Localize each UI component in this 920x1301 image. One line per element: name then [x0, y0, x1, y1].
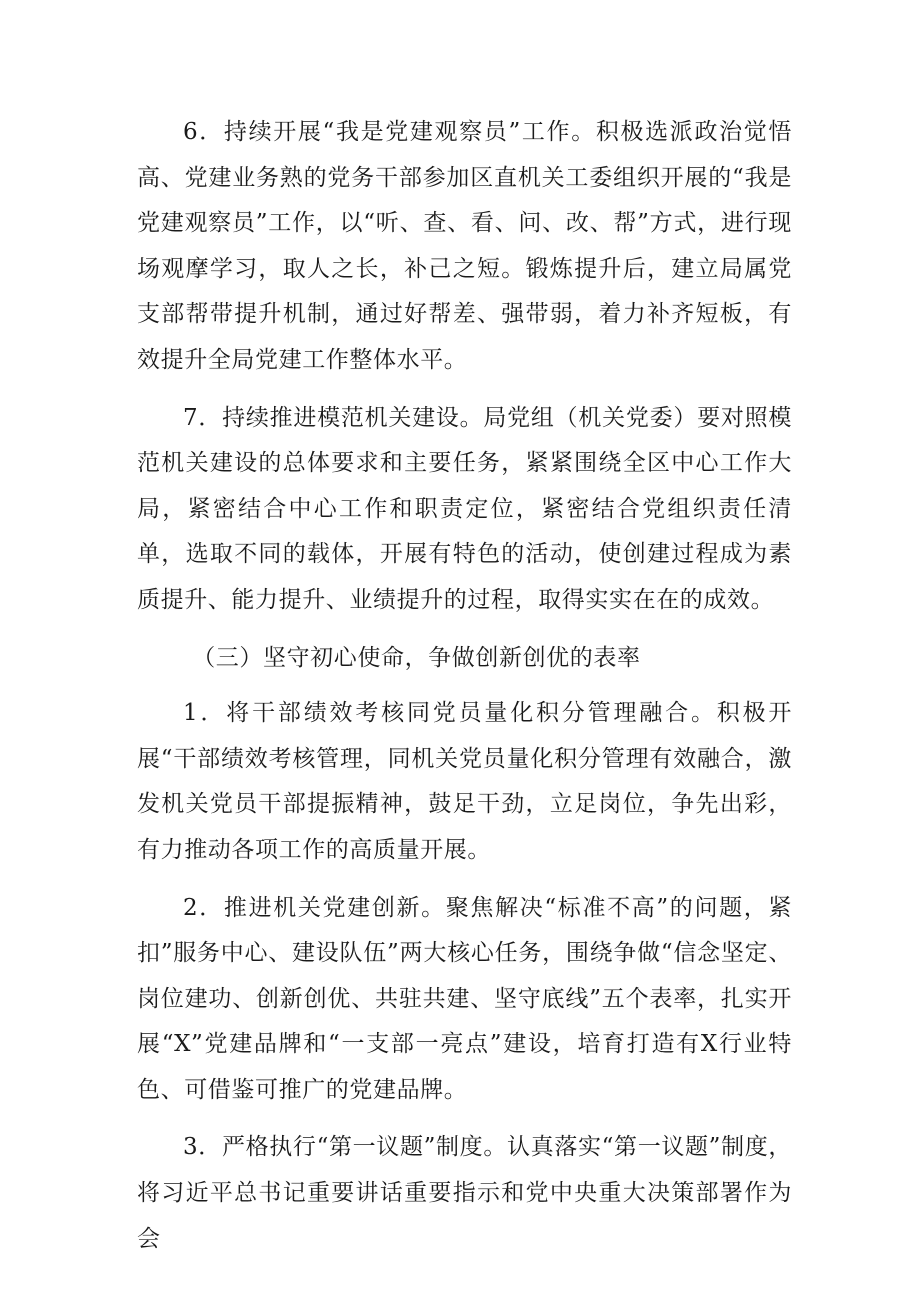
paragraph-item-7: 7．持续推进模范机关建设。局党组（机关党委）要对照模范机关建设的总体要求和主要任务，紧紧围绕全区中心工作大局，紧密结合中心工作和职责定位，紧密结合党组织责任清单，选取不同的载体，开展有特色的活动，使创建过程成为素质提升、能力提升、业绩提升的过程，取得实实在在的成效。 — [137, 404, 792, 613]
paragraph-item-1: 1．将干部绩效考核同党员量化积分管理融合。积极开展“干部绩效考核管理，同机关党员量化积分管理有效融合，激发机关党员干部提振精神，鼓足干劲，立足岗位，争先出彩，有力推动各项工作的高质量开展。 — [137, 700, 792, 863]
document-body — [137, 110, 792, 1262]
paragraph-item-2: 2．推进机关党建创新。聚焦解决“标准不高”的问题，紧扣”服务中心、建设队伍”两大核心任务，围绕争做“信念坚定、岗位建功、创新创优、共驻共建、坚守底线”五个表率，扎实开展“X”党建品牌和“一支部一亮点”建设，培育打造有X行业特色、可借鉴可推广的党建品牌。 — [137, 894, 792, 1103]
paragraph-item-3: 3．严格执行“第一议题”制度。认真落实“第一议题”制度，将习近平总书记重要讲话重要指示和党中央重大决策部署作为会 — [137, 1134, 792, 1252]
paragraph-item-6: 6．持续开展“我是党建观察员”工作。积极选派政治觉悟高、党建业务熟的党务干部参加区直机关工委组织开展的“我是党建观察员”工作，以“听、查、看、问、改、帮”方式，进行现场观摩学习，取人之长，补己之短。锻炼提升后，建立局属党支部帮带提升机制，通过好帮差、强带弱，着力补齐短板，有效提升全局党建工作整体水平。 — [137, 119, 792, 373]
section-heading-3: （三）坚守初心使命，争做创新创优的表率 — [192, 644, 641, 671]
